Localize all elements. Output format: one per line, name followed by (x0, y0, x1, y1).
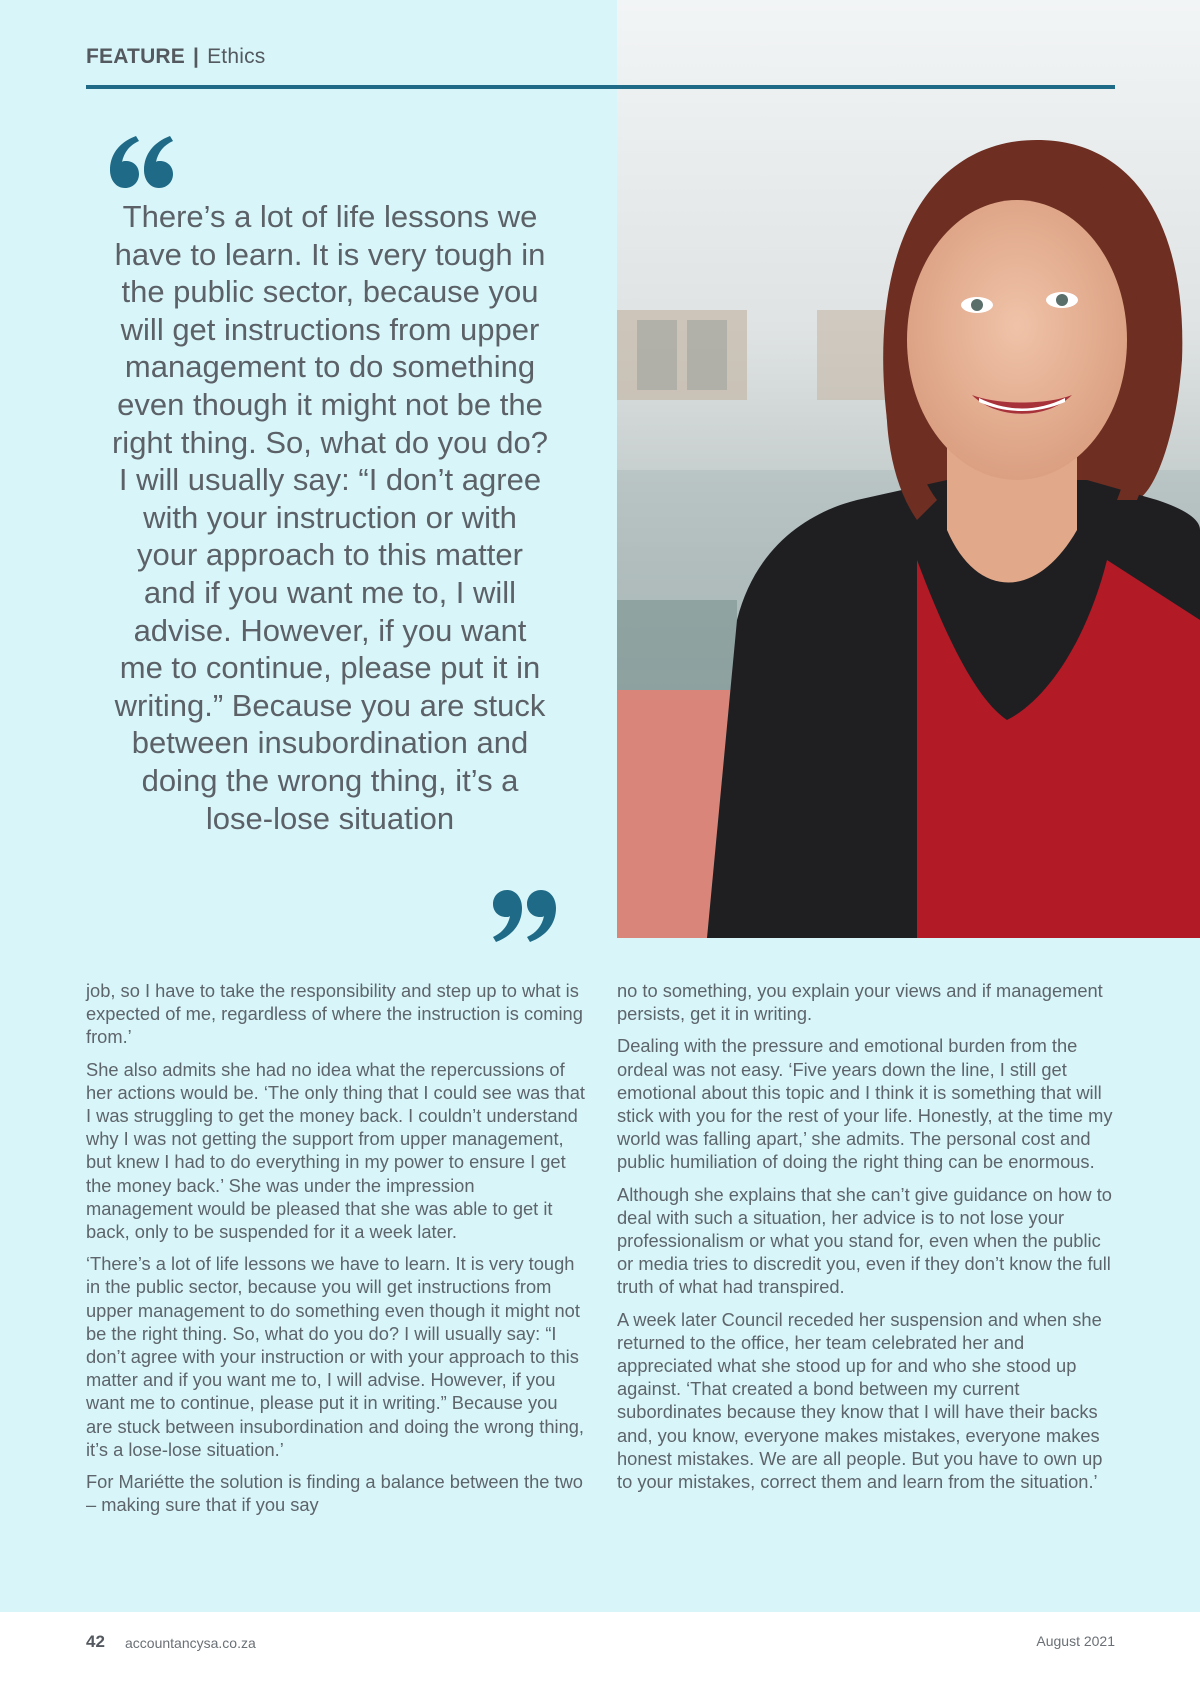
paragraph: She also admits she had no idea what the repercussions of her actions would be. ‘The only thing that I could see was that I was struggling to get the money back. I couldn’t understand why I was not getting the support from upper management, but knew I had to do everything in my power to ensure I get the money back.’ She was under the impression management would be pleased that she was able to get it back, only to be suspended for it a week later. (86, 1058, 585, 1243)
article-column-right (617, 979, 1115, 1502)
portrait-photo (617, 0, 1200, 938)
paragraph: job, so I have to take the responsibility and step up to what is expected of me, regardless of where the instruction is coming from.’ (86, 980, 583, 1048)
paragraph: Dealing with the pressure and emotional burden from the ordeal was not easy. ‘Five years down the line, I still get emotional about this topic and I think it is something that will stick with you for the rest of your life. Honestly, at the time my world was falling apart,’ she admits. The personal cost and public humiliation of doing the right thing can be enormous. (617, 1035, 1113, 1173)
pull-quote: There’s a lot of life lessons we have to learn. It is very tough in the public sector, because you will get instructions from upper management to do something even though it might not be the right thing. So, what do you do? I will usually say: “I don’t agree with your instruction or with your approach to this matter and if you want me to, I will advise. However, if you want me to continue, please put it in writing.” Because you are stuck between insubordination and doing the wrong thing, it’s a lose-lose situation (111, 199, 548, 836)
category-label: Ethics (207, 45, 266, 68)
header-separator: | (193, 45, 200, 68)
open-quote-icon (108, 128, 178, 198)
paragraph: ‘There’s a lot of life lessons we have to learn. It is very tough in the public sector, because you will get instructions from upper management to do something even though it might not be the right thing. So, what do you do? I will usually say: “I don’t agree with your instruction or with your approach to this matter and if you want me to, I will advise. However, if you want me to continue, please put it in writing.” Because you are stuck between insubordination and doing the wrong thing, it’s a lose-lose situation.’ (86, 1253, 584, 1460)
close-quote-icon (488, 880, 558, 950)
page-number: 42 (86, 1632, 105, 1651)
section-label: FEATURE (86, 45, 186, 68)
paragraph: For Mariétte the solution is finding a balance between the two – making sure that if you say (86, 1471, 583, 1516)
website-link[interactable]: accountancysa.co.za (125, 1635, 256, 1651)
section-header (86, 45, 265, 75)
issue-date: August 2021 (1036, 1633, 1115, 1649)
paragraph: Although she explains that she can’t give guidance on how to deal with such a situation, her advice is to not lose your professionalism or what you stand for, even when the public or media tries to discredit you, even if they don’t know the full truth of what had transpired. (617, 1183, 1112, 1298)
article-column-left (86, 979, 586, 1525)
header-rule (86, 85, 1115, 89)
paragraph: no to something, you explain your views and if management persists, get it in writing. (617, 980, 1103, 1025)
paragraph: A week later Council receded her suspension and when she returned to the office, her team celebrated her and appreciated what she stood up for and who she stood up against. ‘That created a bond between my current subordinates because they know that I will have their backs and, you know, everyone makes mistakes, everyone makes honest mistakes. We are all people. But you have to own up to your mistakes, correct them and learn from the situation.’ (617, 1308, 1103, 1493)
